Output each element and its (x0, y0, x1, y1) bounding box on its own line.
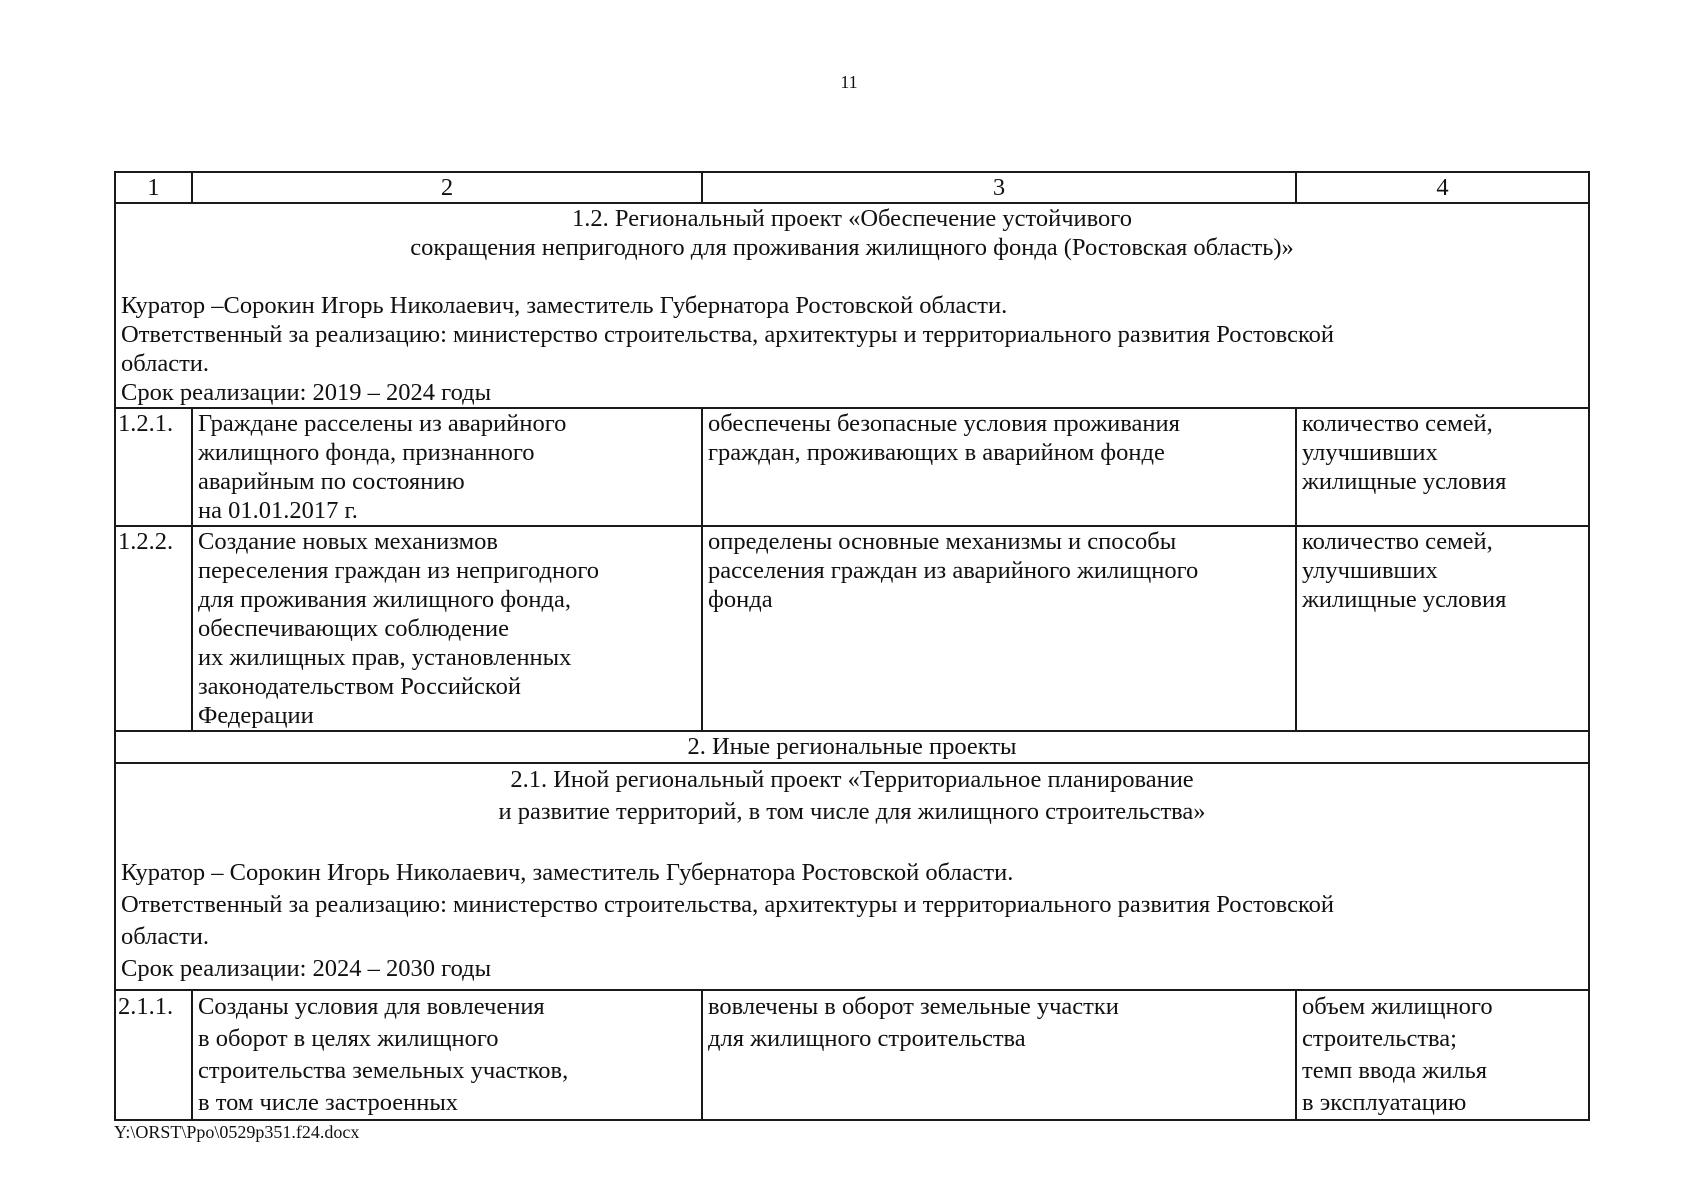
project-1-2-responsible-line: области. (121, 350, 210, 377)
task-line: строительства земельных участков, (198, 1057, 569, 1084)
result-cell (702, 526, 1296, 731)
project-2-1-title-line: 2.1. Иной региональный проект «Территориальное планирование (510, 766, 1194, 793)
project-2-1-responsible-line: области. (121, 923, 210, 950)
task-line: Граждане расселены из аварийного (198, 410, 567, 437)
result-cell (702, 408, 1296, 526)
column-number-3: 3 (702, 172, 1296, 203)
indicator-line: в эксплуатацию (1302, 1089, 1467, 1116)
task-line: в том числе застроенных (198, 1089, 459, 1116)
indicator-line: объем жилищного (1302, 993, 1493, 1020)
row-number: 1.2.1. (115, 408, 192, 526)
indicator-line: количество семей, (1302, 528, 1493, 555)
indicator-line: темп ввода жилья (1302, 1057, 1488, 1084)
column-number-4: 4 (1296, 172, 1589, 203)
result-line: расселения граждан из аварийного жилищного (708, 557, 1199, 584)
section-2-heading: 2. Иные региональные проекты (115, 731, 1589, 763)
indicator-line: жилищные условия (1302, 468, 1507, 495)
blank-line (121, 828, 1583, 857)
section-2-row (115, 731, 1589, 763)
task-line: Федерации (198, 702, 314, 729)
indicator-line: строительства; (1302, 1025, 1457, 1052)
row-number: 1.2.2. (115, 526, 192, 731)
project-1-2-cell (115, 203, 1589, 408)
blank-line (121, 262, 1583, 291)
task-line: жилищного фонда, признанного (198, 439, 535, 466)
project-2-1-curator: Куратор – Сорокин Игорь Николаевич, заместитель Губернатора Ростовской области. (121, 859, 1014, 886)
task-line: Создание новых механизмов (198, 528, 498, 555)
indicator-line: жилищные условия (1302, 586, 1507, 613)
task-line: в оборот в целях жилищного (198, 1025, 499, 1052)
result-cell (702, 990, 1296, 1120)
column-number-1: 1 (115, 172, 192, 203)
task-line: законодательством Российской (198, 673, 521, 700)
column-number-row (115, 172, 1589, 203)
page-number: 11 (840, 72, 858, 92)
task-line: Созданы условия для вовлечения (198, 993, 545, 1020)
task-line: на 01.01.2017 г. (198, 497, 358, 524)
result-line: вовлечены в оборот земельные участки (708, 993, 1119, 1020)
task-cell (192, 990, 702, 1120)
indicator-cell (1296, 990, 1589, 1120)
row-number: 2.1.1. (115, 990, 192, 1120)
task-cell (192, 526, 702, 731)
measures-table (114, 171, 1590, 1121)
project-2-1-period: Срок реализации: 2024 – 2030 годы (121, 955, 492, 982)
project-1-2-title-line: 1.2. Региональный проект «Обеспечение устойчивого (572, 205, 1132, 232)
result-line: определены основные механизмы и способы (708, 528, 1177, 555)
task-line: переселения граждан из непригодного (198, 557, 600, 584)
column-number-2: 2 (192, 172, 702, 203)
table-row-2-1-1 (115, 990, 1589, 1120)
indicator-line: улучшивших (1302, 557, 1438, 584)
result-line: фонда (708, 586, 773, 613)
project-1-2-title-line: сокращения непригодного для проживания жилищного фонда (Ростовская область)» (410, 234, 1294, 261)
project-1-2-row (115, 203, 1589, 408)
indicator-line: количество семей, (1302, 410, 1493, 437)
task-line: обеспечивающих соблюдение (198, 615, 510, 642)
footer-file-path: Y:\ORST\Ppo\0529p351.f24.docx (114, 1122, 360, 1142)
task-line: их жилищных прав, установленных (198, 644, 572, 671)
indicator-cell (1296, 408, 1589, 526)
task-line: для проживания жилищного фонда, (198, 586, 571, 613)
project-2-1-row (115, 763, 1589, 990)
task-cell (192, 408, 702, 526)
project-2-1-responsible-line: Ответственный за реализацию: министерство строительства, архитектуры и территориального развития Ростовской (121, 891, 1334, 918)
project-2-1-cell (115, 763, 1589, 990)
result-line: граждан, проживающих в аварийном фонде (708, 439, 1165, 466)
project-1-2-responsible-line: Ответственный за реализацию: министерство строительства, архитектуры и территориального развития Ростовской (121, 321, 1334, 348)
project-1-2-curator: Куратор –Сорокин Игорь Николаевич, заместитель Губернатора Ростовской области. (121, 292, 1008, 319)
result-line: обеспечены безопасные условия проживания (708, 410, 1180, 437)
indicator-cell (1296, 526, 1589, 731)
table-row-1-2-1 (115, 408, 1589, 526)
indicator-line: улучшивших (1302, 439, 1438, 466)
project-2-1-title-line: и развитие территорий, в том числе для жилищного строительства» (498, 798, 1206, 825)
task-line: аварийным по состоянию (198, 468, 465, 495)
project-1-2-period: Срок реализации: 2019 – 2024 годы (121, 379, 492, 406)
table-row-1-2-2 (115, 526, 1589, 731)
result-line: для жилищного строительства (708, 1025, 1026, 1052)
